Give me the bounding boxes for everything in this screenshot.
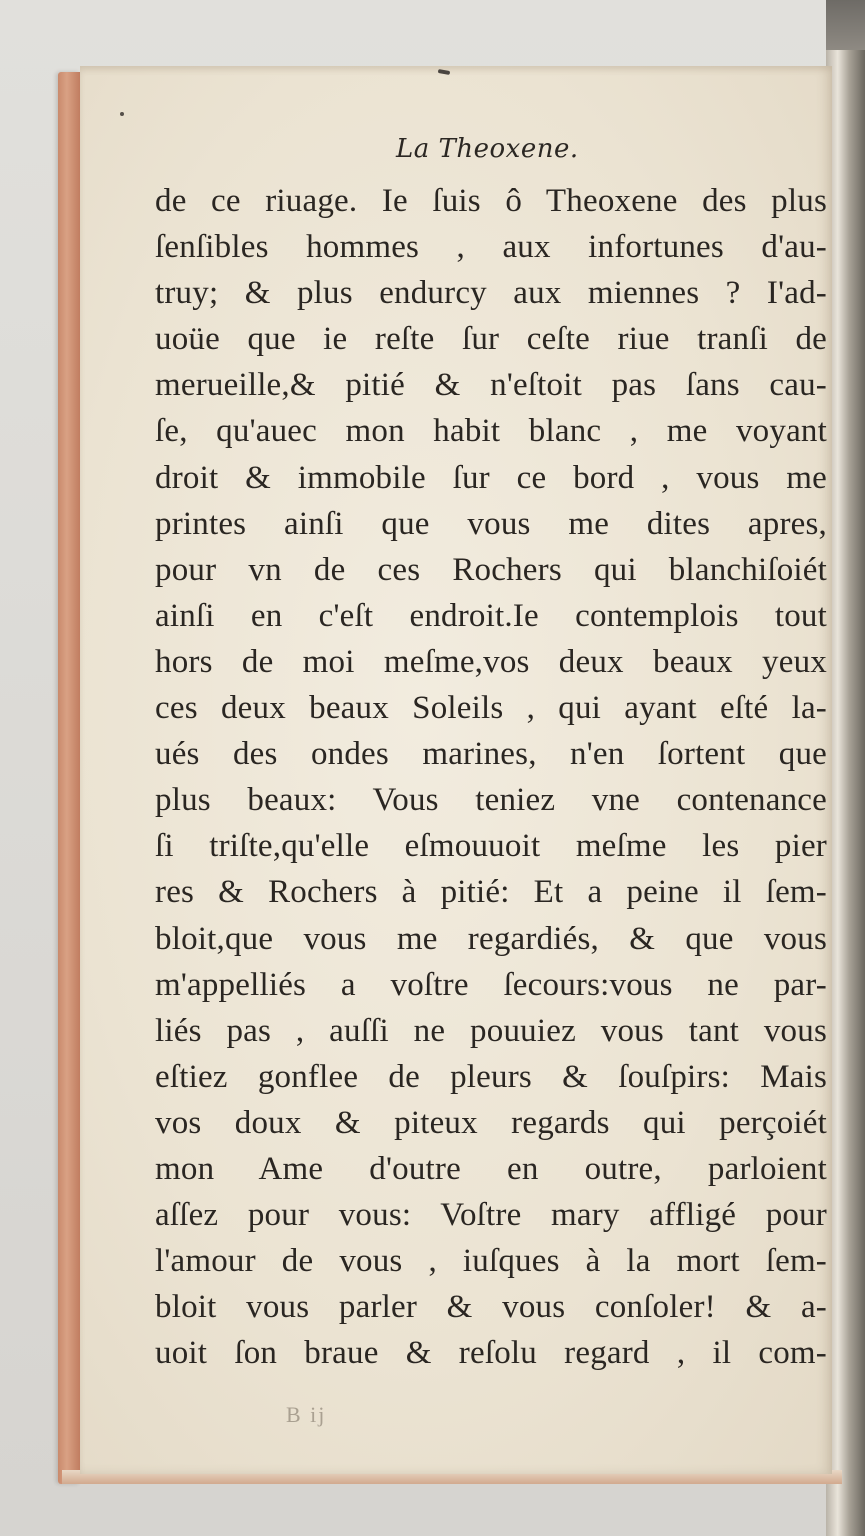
text-line: droit & immobile ſur ce bord , vous me bbox=[155, 459, 827, 496]
text-line: vos doux & piteux regards qui perçoiét bbox=[155, 1104, 827, 1141]
ink-dot bbox=[120, 112, 124, 116]
text-line: aſſez pour vous: Voſtre mary affligé pour bbox=[155, 1197, 827, 1234]
text-line: plus beaux: Vous teniez vne contenance bbox=[155, 782, 827, 819]
text-line: ſi triſte,qu'elle eſmouuoit meſme les pier bbox=[155, 828, 827, 865]
text-block bbox=[155, 178, 827, 1376]
text-line: merueille,& pitié & n'eſtoit pas ſans cau- bbox=[155, 367, 827, 404]
text-line: bloit,que vous me regardiés, & que vous bbox=[155, 920, 827, 957]
text-line: uoüe que ie reſte ſur ceſte riue tranſi de bbox=[155, 321, 827, 358]
text-line: ſe, qu'auec mon habit blanc , me voyant bbox=[155, 413, 827, 450]
text-line: mon Ame d'outre en outre, parloient bbox=[155, 1150, 827, 1187]
text-line: pour vn de ces Rochers qui blanchiſoiét bbox=[155, 551, 827, 588]
text-line: hors de moi meſme,vos deux beaux yeux bbox=[155, 643, 827, 680]
text-line: truy; & plus endurcy aux miennes ? I'ad- bbox=[155, 275, 827, 312]
text-line: ces deux beaux Soleils , qui ayant eſté la- bbox=[155, 690, 827, 727]
text-line: ainſi en c'eſt endroit.Ie contemplois tout bbox=[155, 597, 827, 634]
text-line: liés pas , auſſi ne pouuiez vous tant vous bbox=[155, 1012, 827, 1049]
page-fore-edge bbox=[58, 72, 80, 1484]
text-line: m'appelliés a voſtre ſecours:vous ne par- bbox=[155, 966, 827, 1003]
signature-mark: B ij bbox=[286, 1402, 327, 1427]
running-head: La Theoxene. bbox=[396, 134, 579, 164]
text-line: de ce riuage. Ie ſuis ô Theoxene des plus bbox=[155, 183, 827, 219]
text-line: ſenſibles hommes , aux infortunes d'au- bbox=[155, 229, 827, 266]
text-line: eſtiez gonflee de pleurs & ſouſpirs: Mais bbox=[155, 1058, 827, 1095]
text-line: uoit ſon braue & reſolu regard , il com- bbox=[155, 1335, 827, 1372]
text-line: printes ainſi que vous me dites apres, bbox=[155, 505, 827, 542]
text-line: l'amour de vous , iuſques à la mort ſem- bbox=[155, 1243, 827, 1280]
text-line: bloit vous parler & vous conſoler! & a- bbox=[155, 1289, 827, 1326]
text-line: ués des ondes marines, n'en ſortent que bbox=[155, 736, 827, 773]
text-line: res & Rochers à pitié: Et a peine il ſem- bbox=[155, 874, 827, 911]
